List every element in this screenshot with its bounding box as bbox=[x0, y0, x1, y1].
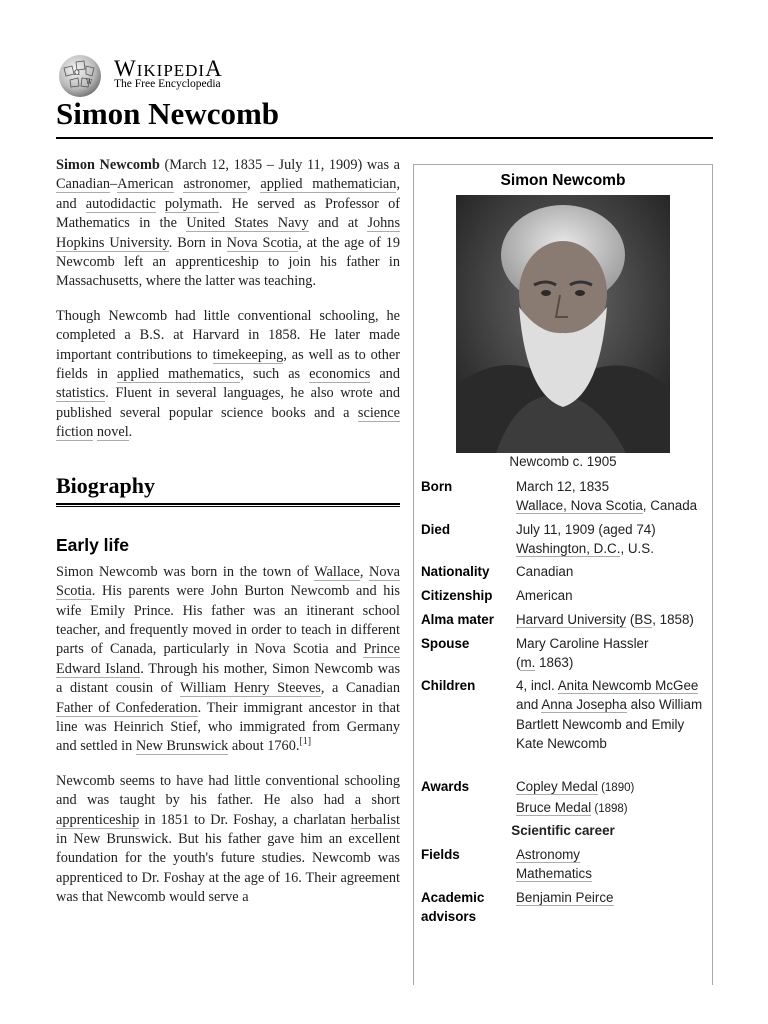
link-astronomer[interactable]: astronomer bbox=[183, 176, 248, 193]
link-herbalist[interactable]: herbalist bbox=[350, 811, 400, 828]
section-divider-thin bbox=[56, 506, 400, 507]
value-awards: Copley Medal (1890) Bruce Medal (1898) bbox=[516, 779, 635, 816]
link-wallace[interactable]: Wallace bbox=[314, 563, 360, 580]
link-mathematics[interactable]: Mathematics bbox=[516, 866, 592, 882]
wikipedia-globe-icon[interactable] bbox=[56, 54, 104, 98]
subsection-heading-early-life: Early life bbox=[56, 534, 129, 555]
label-died: Died bbox=[421, 522, 451, 537]
link-autodidactic[interactable]: autodidactic bbox=[85, 195, 156, 212]
early-life-paragraph-1: Simon Newcomb was born in the town of Wallace, Nova Scotia. His parents were John Burton Newcomb and his wife Emily Prince. His father was an itinerant school teacher, and frequently moved in order to teach in different parts of Canada, particularly in Nova Scotia and Prince Edward Island. Through his mother, Simon Newcomb was a distant cousin of William Henry Steeves, a Canadian Father of Confederation. Their immigrant ancestor in that line was Heinrich Stief, who immigrated from Germany and settled in New Brunswick about 1760.[1] bbox=[56, 563, 401, 755]
link-prince-edward-island[interactable]: Prince Edward Island bbox=[56, 641, 400, 677]
value-nationality: Canadian bbox=[516, 564, 574, 579]
portrait-caption: Newcomb c. 1905 bbox=[509, 454, 617, 469]
value-spouse: Mary Caroline Hassler (m. 1863) bbox=[516, 636, 649, 671]
link-astronomy[interactable]: Astronomy bbox=[516, 847, 580, 862]
infobox-subheading-scientific-career: Scientific career bbox=[511, 823, 615, 838]
wikipedia-wordmark[interactable]: WIKIPEDIA bbox=[114, 56, 223, 81]
link-johns-hopkins[interactable]: Johns Hopkins University bbox=[56, 215, 401, 251]
link-william-henry-steeves[interactable]: William Henry Steeves bbox=[179, 680, 321, 697]
link-timekeeping[interactable]: timekeeping bbox=[212, 346, 284, 363]
label-spouse: Spouse bbox=[421, 636, 470, 651]
value-academic-advisors bbox=[516, 888, 708, 907]
infobox bbox=[413, 164, 713, 985]
link-applied-mathematician[interactable]: applied mathematician bbox=[260, 176, 397, 193]
link-novel[interactable]: novel bbox=[96, 424, 129, 441]
link-economics[interactable]: economics bbox=[309, 366, 371, 383]
article-body bbox=[56, 156, 400, 923]
svg-text:Ω: Ω bbox=[74, 69, 80, 77]
link-wallace-nova-scotia[interactable]: Wallace, Nova Scotia bbox=[516, 498, 643, 514]
label-alma-mater: Alma mater bbox=[421, 612, 494, 627]
link-american[interactable]: American bbox=[117, 176, 174, 193]
label-nationality: Nationality bbox=[421, 564, 490, 579]
link-nova-scotia-2[interactable]: Nova Scotia bbox=[56, 563, 401, 600]
label-awards: Awards bbox=[421, 779, 470, 794]
link-benjamin-peirce[interactable]: Benjamin Peirce bbox=[516, 890, 614, 905]
value-born: March 12, 1835 Wallace, Nova Scotia, Canada bbox=[516, 479, 698, 514]
link-science-fiction[interactable]: science fiction bbox=[56, 404, 400, 441]
link-polymath[interactable]: polymath bbox=[164, 195, 219, 212]
infobox-title: Simon Newcomb bbox=[500, 172, 626, 189]
label-born: Born bbox=[421, 479, 453, 494]
link-washington-dc[interactable]: Washington, D.C. bbox=[516, 541, 621, 557]
link-anna-josepha[interactable]: Anna Josepha bbox=[541, 697, 627, 713]
label-citizenship: Citizenship bbox=[421, 588, 493, 603]
early-life-paragraph-2: Newcomb seems to have had little conventional schooling and was taught by his father. He also had a short apprenticeship in 1851 to Dr. Foshay, a charlatan herbalist in New Brunswick. But his father gave him an excellent foundation for the youth's future studies. Newcomb was apprenticed to Dr. Foshay at the age of 16. Their agreement was that Newcomb would serve a bbox=[56, 772, 400, 906]
section-divider bbox=[56, 503, 400, 505]
title-divider bbox=[56, 137, 713, 139]
link-new-brunswick[interactable]: New Brunswick bbox=[135, 738, 229, 755]
link-united-states-navy[interactable]: United States Navy bbox=[186, 215, 309, 232]
link-copley-medal[interactable]: Copley Medal bbox=[516, 779, 598, 794]
value-fields bbox=[516, 845, 708, 884]
link-nova-scotia[interactable]: Nova Scotia bbox=[226, 234, 299, 251]
subject-name: Simon Newcomb bbox=[56, 157, 160, 173]
portrait-photo[interactable] bbox=[456, 195, 670, 453]
label-children: Children bbox=[421, 678, 476, 693]
section-heading-biography: Biography bbox=[56, 472, 156, 498]
link-bs[interactable]: BS bbox=[634, 612, 653, 627]
link-father-of-confederation[interactable]: Father of Confederation bbox=[56, 699, 198, 716]
link-anita-newcomb-mcgee[interactable]: Anita Newcomb McGee bbox=[557, 678, 699, 693]
page-title: Simon Newcomb bbox=[56, 96, 280, 131]
label-fields: Fields bbox=[421, 847, 460, 862]
reference-1[interactable]: [1] bbox=[299, 736, 312, 748]
value-alma-mater: Harvard University (BS, 1858) bbox=[516, 612, 694, 627]
value-citizenship: American bbox=[516, 588, 573, 603]
link-harvard-university[interactable]: Harvard University bbox=[516, 612, 627, 627]
intro-paragraph-1: Simon Newcomb (March 12, 1835 – July 11, 1909) was a Canadian–American astronomer, applied mathematician, and autodidactic polymath. He served as Professor of Mathematics in the United States Navy and at Johns Hopkins University. Born in Nova Scotia, at the age of 19 Newcomb left an apprenticeship to join his father in Massachusetts, where the latter was teaching. bbox=[56, 157, 401, 290]
link-canadian[interactable]: Canadian bbox=[56, 176, 110, 193]
intro-paragraph-2: Though Newcomb had little conventional schooling, he completed a B.S. at Harvard in 1858. He later made important contributions to timekeeping, as well as to other fields in applied mathematics, such as economics and statistics. Fluent in several languages, he also wrote and published several popular science books and a science fiction novel. bbox=[56, 307, 400, 441]
site-tagline: The Free Encyclopedia bbox=[114, 78, 221, 90]
link-statistics[interactable]: statistics bbox=[56, 385, 106, 402]
link-bruce-medal[interactable]: Bruce Medal bbox=[516, 800, 592, 816]
svg-text:W: W bbox=[86, 79, 93, 86]
value-died: July 11, 1909 (aged 74) Washington, D.C., U.S. bbox=[516, 522, 656, 557]
label-academic-advisors: Academic advisors bbox=[421, 890, 485, 925]
link-married[interactable]: m. bbox=[520, 655, 536, 671]
link-apprenticeship[interactable]: apprenticeship bbox=[56, 811, 140, 828]
value-children: 4, incl. Anita Newcomb McGee and Anna Josepha also William Bartlett Newcomb and Emily Kate Newcomb bbox=[516, 678, 703, 752]
link-applied-mathematics[interactable]: applied mathematics bbox=[116, 366, 241, 383]
